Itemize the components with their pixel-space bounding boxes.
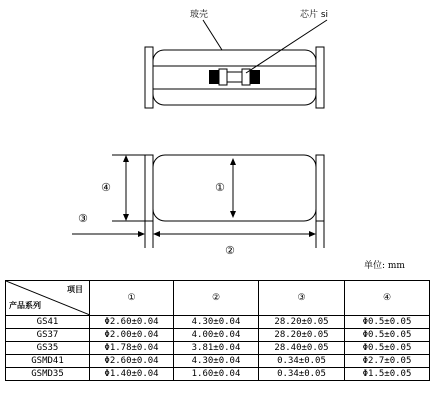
chip-assembly (209, 69, 260, 85)
right-end-cap (316, 47, 324, 108)
series-cell: GSMD41 (6, 355, 90, 368)
table-cell: 28.40±0.05 (259, 342, 345, 355)
table-row (6, 355, 430, 368)
left-end-cap (145, 47, 153, 108)
arrowheads (123, 155, 316, 237)
table-cell: 0.34±0.05 (259, 368, 345, 381)
dim-label-1: ① (215, 181, 225, 194)
table-corner-cell (6, 281, 90, 316)
table-cell: Φ0.5±0.05 (345, 329, 430, 342)
table-cell: Φ2.00±0.04 (90, 329, 174, 342)
table-cell: 28.20±0.05 (259, 329, 345, 342)
label-chip: 芯片 si (300, 10, 329, 20)
dim-label-3: ③ (78, 212, 88, 225)
spec-table (5, 280, 430, 381)
left-electrode (209, 70, 219, 84)
silicon-chip (227, 72, 242, 82)
column-header: ② (174, 281, 259, 316)
column-header: ③ (259, 281, 345, 316)
table-cell: Φ2.7±0.05 (345, 355, 430, 368)
series-cell: GS41 (6, 316, 90, 329)
series-cell: GSMD35 (6, 368, 90, 381)
table-cell: Φ2.60±0.04 (90, 355, 174, 368)
dimension-lines (72, 155, 324, 248)
table-cell: 4.00±0.04 (174, 329, 259, 342)
table-cell: 3.81±0.04 (174, 342, 259, 355)
table-cell: Φ0.5±0.05 (345, 316, 430, 329)
table-cell: 28.20±0.05 (259, 316, 345, 329)
corner-label-series: 产品系列 (9, 301, 41, 310)
leader-chip (246, 20, 327, 73)
column-header: ④ (345, 281, 430, 316)
dim-label-2: ② (225, 244, 235, 257)
corner-label-item: 项目 (67, 285, 83, 294)
table-cell: Φ1.78±0.04 (90, 342, 174, 355)
series-cell: GS37 (6, 329, 90, 342)
column-header: ① (90, 281, 174, 316)
leader-glass (203, 20, 222, 50)
left-end-cap-outline (145, 155, 153, 221)
right-end-cap-outline (316, 155, 324, 221)
table-header-row (6, 281, 430, 316)
table-cell: Φ1.40±0.04 (90, 368, 174, 381)
series-cell: GS35 (6, 342, 90, 355)
table-row (6, 342, 430, 355)
dim-label-4: ④ (101, 181, 111, 194)
table-row (6, 329, 430, 342)
table-row (6, 316, 430, 329)
label-glass: 玻壳 (190, 10, 209, 20)
table-cell: Φ2.60±0.04 (90, 316, 174, 329)
table-cell: 4.30±0.04 (174, 355, 259, 368)
table-cell: 0.34±0.05 (259, 355, 345, 368)
left-slug (219, 69, 227, 85)
table-cell: Φ1.5±0.05 (345, 368, 430, 381)
table-cell: Φ0.5±0.05 (345, 342, 430, 355)
table-row (6, 368, 430, 381)
table-cell: 1.60±0.04 (174, 368, 259, 381)
unit-note: 单位: mm (364, 261, 405, 271)
table-cell: 4.30±0.04 (174, 316, 259, 329)
right-electrode (250, 70, 260, 84)
